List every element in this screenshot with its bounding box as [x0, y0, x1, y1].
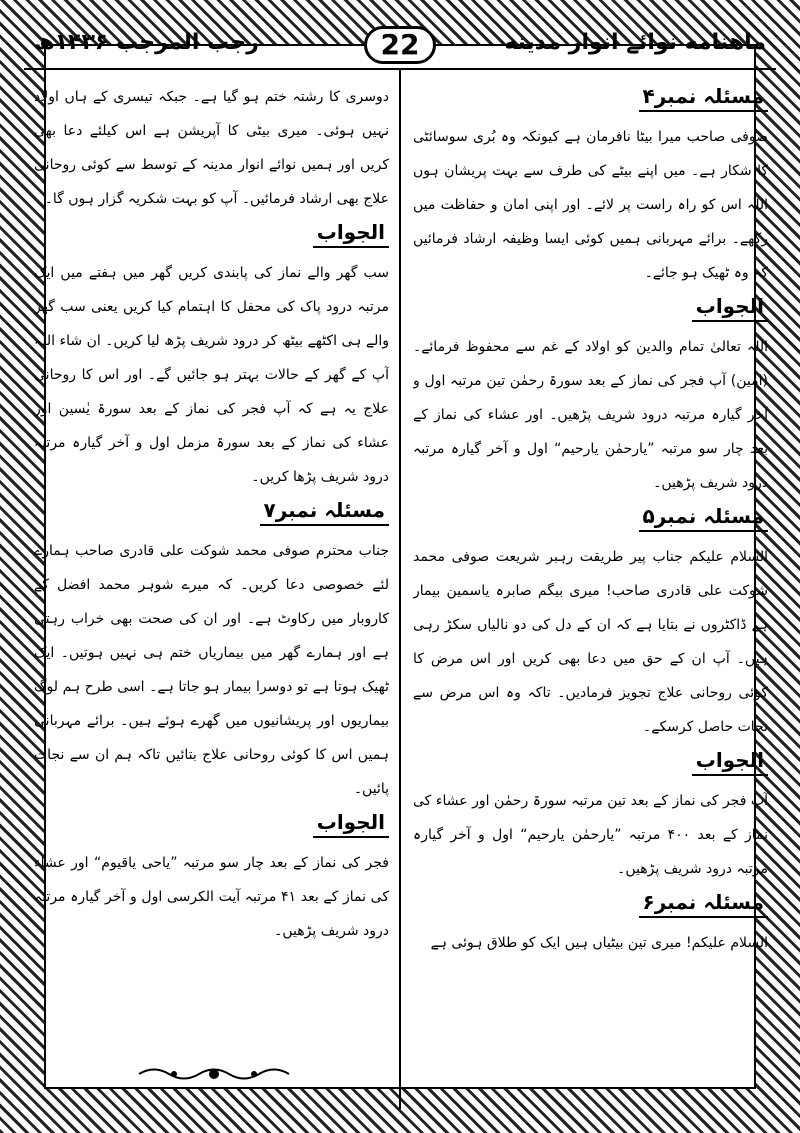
body-paragraph: فجر کی نماز کے بعد چار سو مرتبہ ”یاحی یاقیوم“ اور عشاء کی نماز کے بعد ۴۱ مرتبہ آیت الکرسی اول و آخر گیارہ مرتبہ درود شریف پڑھیں۔ — [34, 855, 389, 939]
section-heading: الجواب — [313, 810, 389, 838]
body-paragraph: السلام علیکم جناب پیر طریقت رہبر شریعت صوفی محمد شوکت علی قادری صاحب! میری بیگم صابرہ یاسمین بیمار ہے ڈاکٹروں نے بتایا ہے کہ ان کے دل کی دو نالیاں سکڑ رہی ہیں۔ آپ ان کے حق میں دعا بھی کریں اور اس مرض کا کوئی روحانی علاج تجویز فرمادیں۔ تاکہ وہ اس مرض سے نجات حاصل کرسکے۔ — [413, 549, 768, 735]
left-column — [34, 80, 389, 1100]
issue-date: رجب المرجب ۱۴۳۶ھ — [34, 30, 259, 55]
column-divider — [399, 70, 401, 1109]
magazine-page — [24, 24, 776, 1109]
section-heading: مسئلہ نمبر۶ — [639, 890, 769, 918]
section-heading: مسئلہ نمبر۷ — [260, 498, 390, 526]
section-heading: مسئلہ نمبر۵ — [639, 504, 769, 532]
body-paragraph: آپ فجر کی نماز کے بعد تین مرتبہ سورۃ رحمٰن اور عشاء کی نماز کے بعد ۴۰۰ مرتبہ ”یارحمٰن یارحیم“ اول و آخر گیارہ مرتبہ درود شریف پڑھیں۔ — [413, 793, 768, 877]
heading-row — [413, 290, 768, 330]
heading-row — [34, 216, 389, 256]
page-number: 22 — [364, 26, 436, 64]
heading-row — [34, 494, 389, 534]
section-heading: الجواب — [692, 748, 768, 776]
body-paragraph: جناب محترم صوفی محمد شوکت علی قادری صاحب ہمارے لئے خصوصی دعا کریں۔ کہ میرے شوہر محمد افضل کے کاروبار میں رکاوٹ ہے۔ اور ان کی صحت بھی خراب رہتی ہے اور ہمارے گھر میں بیماریاں ختم ہی نہیں ہوتیں۔ ایک ٹھیک ہوتا ہے تو دوسرا بیمار ہو جاتا ہے۔ اسی طرح ہم لوگ بیماریوں اور پریشانیوں میں گھرے ہوئے ہیں۔ برائے مہربانی ہمیں اس کا کوئی روحانی علاج بتائیں تاکہ ہم ان سے نجات پائیں۔ — [34, 543, 389, 797]
section-heading: الجواب — [692, 294, 768, 322]
body-paragraph: اللہ تعالیٰ تمام والدین کو اولاد کے غم سے محفوظ فرمائے۔ (امین) آپ فجر کی نماز کے بعد سورۃ رحمٰن تین مرتبہ اول و آخر گیارہ مرتبہ درود شریف پڑھیں۔ اور عشاء کی نماز کے بعد چار سو مرتبہ ”یارحمٰن یارحیم“ اول و آخر گیارہ مرتبہ درود شریف پڑھیں۔ — [413, 339, 768, 491]
ornament-divider — [134, 1063, 294, 1085]
body-paragraph: سب گھر والے نماز کی پابندی کریں گھر میں ہفتے میں ایک مرتبہ درود پاک کی محفل کا اہتمام کیا کریں یعنی سب گھر والے ہی اکٹھے بیٹھ کر درود شریف پڑھ لیا کریں۔ ان شاء اللہ آپ کے گھر کے حالات بہتر ہو جائیں گے۔ اور اس کا روحانی علاج یہ ہے کہ آپ فجر کی نماز کے بعد سورۃ یٰسین اور عشاء کی نماز کے بعد سورۃ مزمل اول و آخر گیارہ مرتبہ درود شریف پڑھا کریں۔ — [34, 265, 389, 485]
heading-row — [413, 744, 768, 784]
heading-row — [413, 886, 768, 926]
heading-row — [413, 500, 768, 540]
section-heading: الجواب — [313, 220, 389, 248]
right-column — [413, 80, 768, 1100]
body-paragraph: دوسری کا رشتہ ختم ہو گیا ہے۔ جبکہ تیسری کے ہاں اولاد نہیں ہوئی۔ میری بیٹی کا آپریشن ہے اس کیلئے دعا بھی کریں اور ہمیں نوائے انوار مدینہ کے توسط سے کوئی روحانی علاج بھی ارشاد فرمائیں۔ آپ کو بہت شکریہ گزار ہوں گا۔ — [34, 89, 389, 207]
body-paragraph: السلام علیکم! میری تین بیٹیاں ہیں ایک کو طلاق ہوئی ہے — [430, 935, 768, 951]
section-heading: مسئلہ نمبر۴ — [639, 84, 769, 112]
page-header — [24, 24, 776, 70]
heading-row — [34, 806, 389, 846]
magazine-title: ماهنامه نوائے انوار مدینه — [504, 30, 766, 55]
body-paragraph: صوفی صاحب میرا بیٹا نافرمان ہے کیونکہ وہ بُری سوسائٹی کا شکار ہے۔ میں اپنے بیٹے کی طرف سے بہت پریشان ہوں اللہ اس کو راہ راست پر لائے۔ اور اپنی امان و حفاظت میں رکھے۔ برائے مہربانی ہمیں کوئی ایسا وظیفہ ارشاد فرمائیں کہ وہ ٹھیک ہو جائے۔ — [413, 129, 768, 281]
heading-row — [413, 80, 768, 120]
